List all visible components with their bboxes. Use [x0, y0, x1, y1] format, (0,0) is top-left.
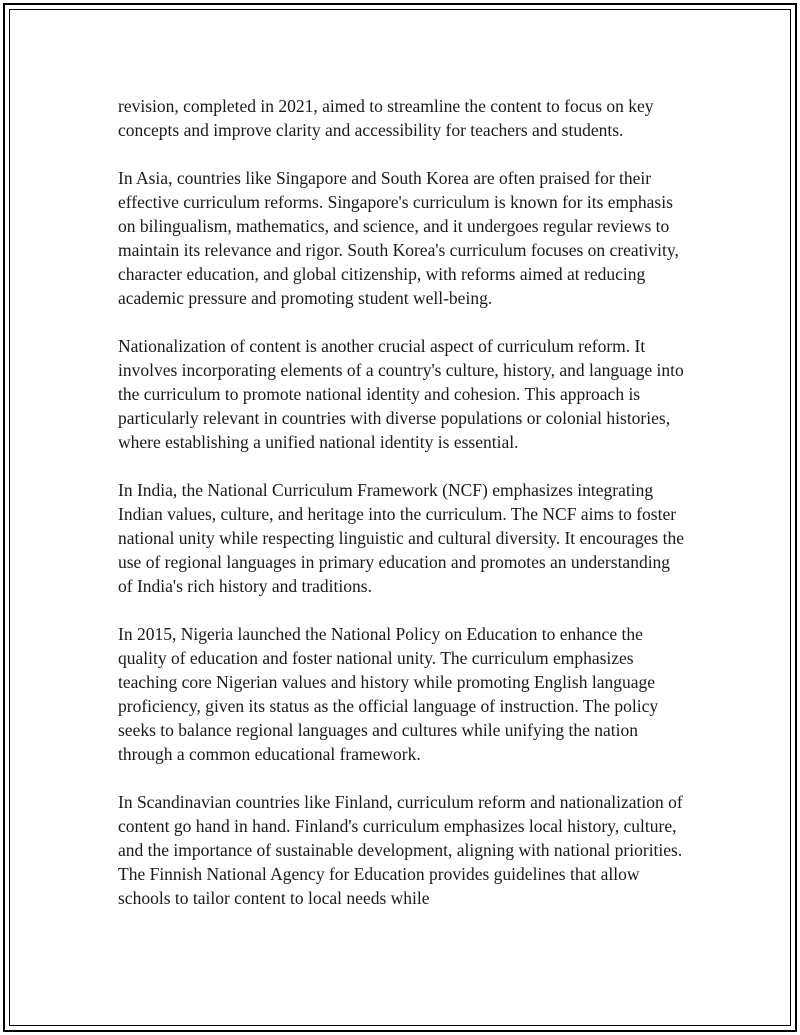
- paragraph: In India, the National Curriculum Framework (NCF) emphasizes integrating Indian values, culture, and heritage into the curriculum. The NCF aims to foster national unity while respecting linguistic and cultural diversity. It encourages the use of regional languages in primary education and promotes an understanding of India's rich history and traditions.: [118, 480, 684, 596]
- paragraph: revision, completed in 2021, aimed to streamline the content to focus on key concepts and improve clarity and accessibility for teachers and students.: [118, 96, 654, 140]
- paragraph: In Asia, countries like Singapore and South Korea are often praised for their effective curriculum reforms. Singapore's curriculum is known for its emphasis on bilingualism, mathematics, and science, and it undergoes regular reviews to maintain its relevance and rigor. South Korea's curriculum focuses on creativity, character education, and global citizenship, with reforms aimed at reducing academic pressure and promoting student well-being.: [118, 168, 679, 308]
- paragraph: In 2015, Nigeria launched the National Policy on Education to enhance the quality of education and foster national unity. The curriculum emphasizes teaching core Nigerian values and history while promoting English language proficiency, given its status as the official language of instruction. The policy seeks to balance regional languages and cultures while unifying the nation through a common educational framework.: [118, 624, 659, 764]
- paragraph: Nationalization of content is another crucial aspect of curriculum reform. It involves incorporating elements of a country's culture, history, and language into the curriculum to promote national identity and cohesion. This approach is particularly relevant in countries with diverse populations or colonial histories, where establishing a unified national identity is essential.: [118, 336, 684, 452]
- document-body: [118, 94, 688, 934]
- paragraph: In Scandinavian countries like Finland, curriculum reform and nationalization of content go hand in hand. Finland's curriculum emphasizes local history, culture, and the importance of sustainable development, aligning with national priorities. The Finnish National Agency for Education provides guidelines that allow schools to tailor content to local needs while: [118, 792, 683, 908]
